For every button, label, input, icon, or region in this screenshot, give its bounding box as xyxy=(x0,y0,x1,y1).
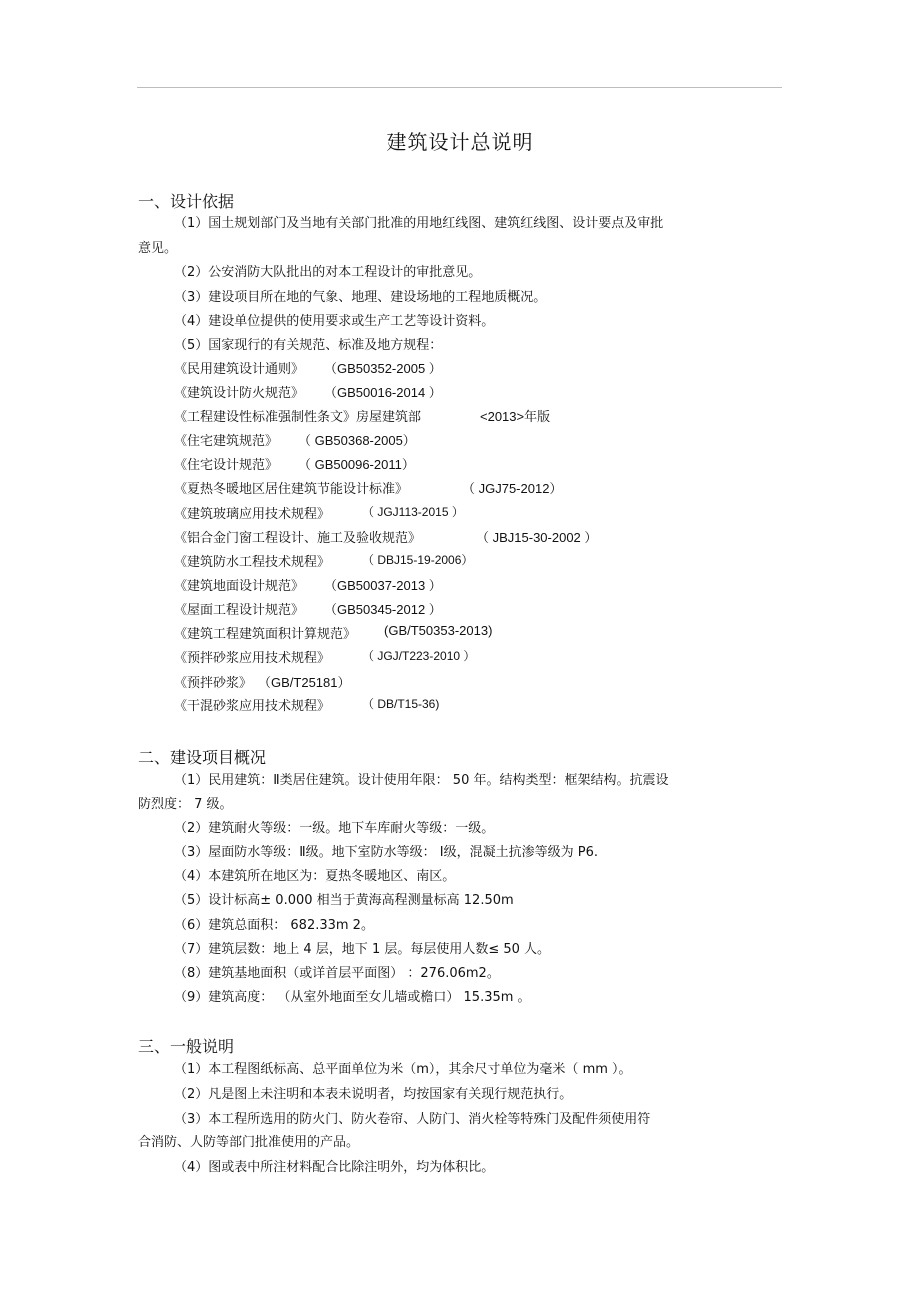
standard-name: 《工程建设性标准强制性条文》房屋建筑部 xyxy=(174,410,422,425)
section2-item: （6）建筑总面积： 682.33m 2。 xyxy=(174,918,374,933)
standard-name: 《建筑防水工程技术规程》 xyxy=(174,555,331,570)
standard-code: （GB50352-2005 ） xyxy=(324,361,442,376)
section2-item: （9）建筑高度： （从室外地面至女儿墙或檐口） 15.35m 。 xyxy=(174,990,531,1005)
standard-name: 《民用建筑设计通则》 xyxy=(174,362,305,377)
section3-item: （1）本工程图纸标高、总平面单位为米（m），其余尺寸单位为毫米（ mm ）。 xyxy=(174,1062,632,1077)
section2-item: （4）本建筑所在地区为：夏热冬暖地区、南区。 xyxy=(174,869,456,884)
standard-name: 《预拌砂浆》 xyxy=(174,676,253,691)
standard-code: （ JBJ15-30-2002 ） xyxy=(476,530,598,545)
standard-name: 《建筑设计防火规范》 xyxy=(174,386,305,401)
section1-item: （3）建设项目所在地的气象、地理、建设场地的工程地质概况。 xyxy=(174,290,547,305)
standard-name: 《夏热冬暖地区居住建筑节能设计标准》 xyxy=(174,482,409,497)
standard-code: （ JGJ/T223-2010 ） xyxy=(362,649,476,663)
section2-heading: 二、建设项目概况 xyxy=(138,748,267,767)
section2-item: （3）屋面防水等级：Ⅱ级。地下室防水等级： Ⅰ级，混凝土抗渗等级为 P6. xyxy=(174,845,599,860)
standard-code: （ DBJ15-19-2006） xyxy=(362,553,474,567)
section2-item: （5）设计标高± 0.000 相当于黄海高程测量标高 12.50m xyxy=(174,893,514,908)
section1-item: （1）国土规划部门及当地有关部门批准的用地红线图、建筑红线图、设计要点及审批 xyxy=(174,216,664,231)
document-title: 建筑设计总说明 xyxy=(386,130,534,154)
section2-item: 防烈度： 7 级。 xyxy=(138,797,233,812)
standard-name: 《预拌砂浆应用技术规程》 xyxy=(174,651,331,666)
section1-item: （5）国家现行的有关规范、标准及地方规程： xyxy=(174,338,443,353)
standard-name: 《屋面工程设计规范》 xyxy=(174,603,305,618)
section3-item: （2）凡是图上未注明和本表未说明者，均按国家有关现行规范执行。 xyxy=(174,1087,573,1102)
standard-name: 《住宅设计规范》 xyxy=(174,458,279,473)
standard-code: （ GB50096-2011） xyxy=(298,457,415,472)
standard-code: （GB50016-2014 ） xyxy=(324,385,442,400)
section2-item: （1）民用建筑：Ⅱ类居住建筑。设计使用年限： 50 年。结构类型：框架结构。抗震设 xyxy=(174,773,669,788)
section2-item: （2）建筑耐火等级：一级。地下车库耐火等级：一级。 xyxy=(174,821,495,836)
standard-code: <2013>年版 xyxy=(480,409,551,424)
section1-item: （2）公安消防大队批出的对本工程设计的审批意见。 xyxy=(174,265,482,280)
standard-code: (GB/T50353-2013) xyxy=(384,623,493,638)
standard-code: （ GB50368-2005） xyxy=(298,433,416,448)
standard-code: （ JGJ113-2015 ） xyxy=(362,505,464,519)
standard-code: （GB50345-2012 ） xyxy=(324,602,442,617)
standard-name: 《干混砂浆应用技术规程》 xyxy=(174,699,331,714)
standard-name: 《建筑工程建筑面积计算规范》 xyxy=(174,627,357,642)
standard-code: （ DB/T15-36) xyxy=(362,697,440,711)
section3-item: （4）图或表中所注材料配合比除注明外，均为体积比。 xyxy=(174,1160,495,1175)
section3-item: （3）本工程所选用的防火门、防火卷帘、人防门、消火栓等特殊门及配件须使用符 xyxy=(174,1112,651,1127)
section2-item: （7）建筑层数：地上 4 层，地下 1 层。每层使用人数≤ 50 人。 xyxy=(174,942,551,957)
standard-name: 《铝合金门窗工程设计、施工及验收规范》 xyxy=(174,531,422,546)
standard-name: 《建筑玻璃应用技术规程》 xyxy=(174,507,331,522)
standard-name: 《住宅建筑规范》 xyxy=(174,434,279,449)
standard-code: （GB50037-2013 ） xyxy=(324,578,442,593)
standard-name: 《建筑地面设计规范》 xyxy=(174,579,305,594)
section3-item: 合消防、人防等部门批准使用的产品。 xyxy=(138,1135,360,1150)
section2-item: （8）建筑基地面积（或详首层平面图） ：276.06m2。 xyxy=(174,966,500,981)
section1-heading: 一、设计依据 xyxy=(138,192,235,211)
standard-code: （ JGJ75-2012） xyxy=(462,481,563,496)
section1-item: 意见。 xyxy=(138,241,178,256)
standard-code: （GB/T25181） xyxy=(258,675,351,690)
section3-heading: 三、一般说明 xyxy=(138,1037,235,1056)
header-rule xyxy=(137,87,782,88)
section1-item: （4）建设单位提供的使用要求或生产工艺等设计资料。 xyxy=(174,314,495,329)
